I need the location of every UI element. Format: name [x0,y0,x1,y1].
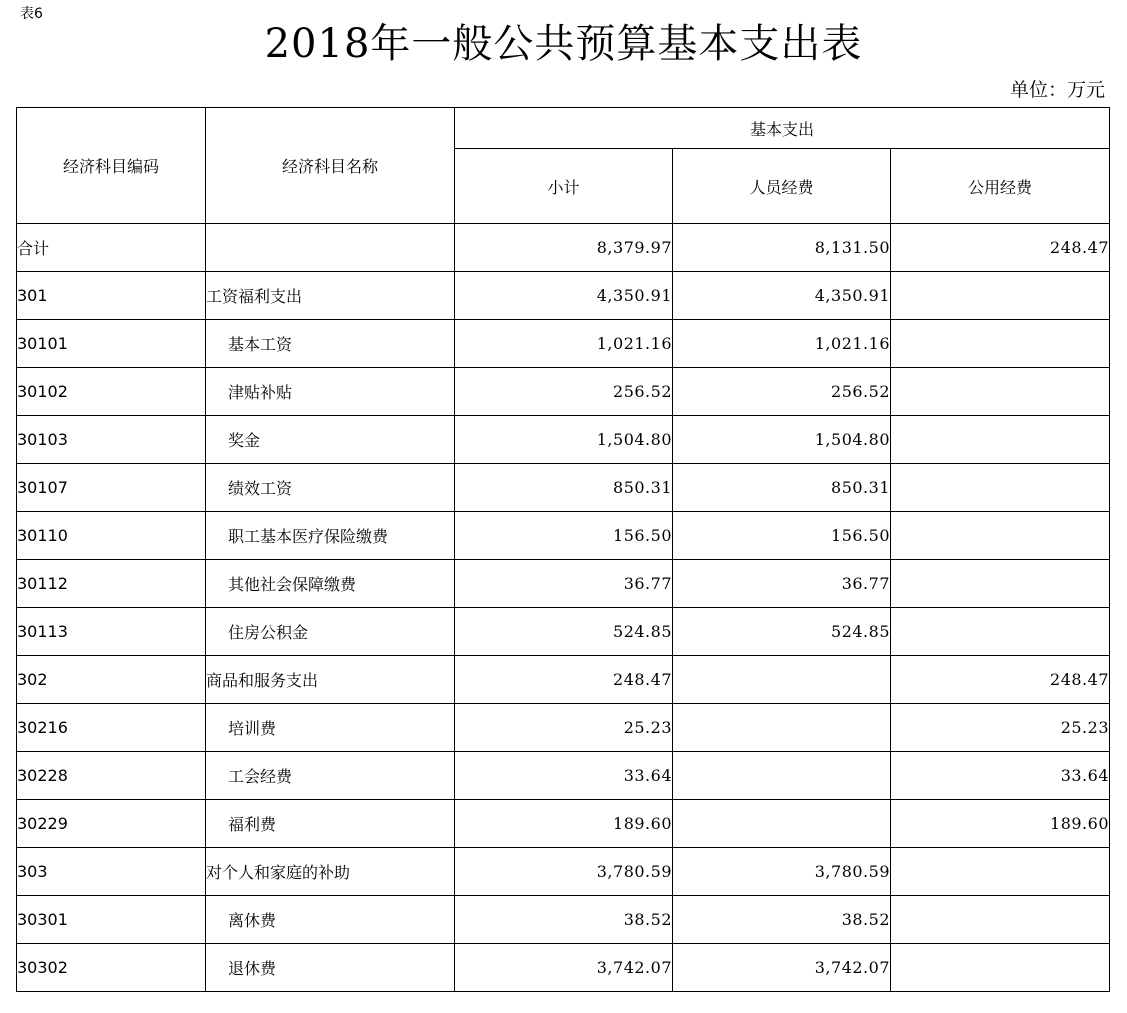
page-title: 2018年一般公共预算基本支出表 [264,21,863,67]
header-personnel: 人员经费 [673,149,891,224]
table-row [17,800,1110,848]
table-row [17,368,1110,416]
cell-public [891,848,1110,896]
cell-subtotal: 3,780.59 [455,848,673,896]
table-header [17,108,1110,224]
table-row [17,656,1110,704]
cell-personnel: 1,504.80 [673,416,891,464]
cell-public [891,272,1110,320]
table-row [17,848,1110,896]
cell-code: 30102 [17,368,206,416]
cell-personnel [673,752,891,800]
cell-code: 30112 [17,560,206,608]
cell-subtotal: 8,379.97 [455,224,673,272]
cell-name: 退休费 [206,944,455,992]
cell-public: 248.47 [891,224,1110,272]
cell-name: 培训费 [206,704,455,752]
cell-personnel: 8,131.50 [673,224,891,272]
cell-name: 基本工资 [206,320,455,368]
cell-name: 工资福利支出 [206,272,455,320]
cell-code: 合计 [17,224,206,272]
cell-public [891,896,1110,944]
cell-personnel: 3,780.59 [673,848,891,896]
table-row [17,464,1110,512]
cell-public [891,512,1110,560]
table-row [17,416,1110,464]
cell-name: 住房公积金 [206,608,455,656]
table-row [17,512,1110,560]
cell-code: 30110 [17,512,206,560]
cell-public [891,560,1110,608]
table-row [17,320,1110,368]
cell-subtotal: 156.50 [455,512,673,560]
table-row [17,752,1110,800]
cell-subtotal: 524.85 [455,608,673,656]
cell-name: 工会经费 [206,752,455,800]
cell-name: 绩效工资 [206,464,455,512]
cell-name: 离休费 [206,896,455,944]
cell-code: 30107 [17,464,206,512]
cell-personnel [673,704,891,752]
cell-subtotal: 33.64 [455,752,673,800]
table-label: 表6 [20,6,43,22]
cell-code: 30101 [17,320,206,368]
cell-code: 30113 [17,608,206,656]
header-basic-expenditure: 基本支出 [455,108,1110,149]
cell-code: 302 [17,656,206,704]
cell-public: 25.23 [891,704,1110,752]
cell-personnel [673,800,891,848]
table-row [17,944,1110,992]
cell-name [206,224,455,272]
cell-name: 职工基本医疗保险缴费 [206,512,455,560]
budget-table [16,107,1110,992]
cell-code: 30229 [17,800,206,848]
cell-subtotal: 38.52 [455,896,673,944]
cell-code: 30216 [17,704,206,752]
cell-personnel: 256.52 [673,368,891,416]
cell-personnel: 36.77 [673,560,891,608]
table-row [17,272,1110,320]
cell-personnel: 4,350.91 [673,272,891,320]
cell-personnel: 524.85 [673,608,891,656]
header-name: 经济科目名称 [206,108,455,224]
cell-subtotal: 256.52 [455,368,673,416]
table-row [17,896,1110,944]
cell-subtotal: 850.31 [455,464,673,512]
cell-code: 301 [17,272,206,320]
cell-public: 248.47 [891,656,1110,704]
cell-personnel: 850.31 [673,464,891,512]
cell-code: 30228 [17,752,206,800]
cell-code: 30302 [17,944,206,992]
cell-personnel: 1,021.16 [673,320,891,368]
cell-subtotal: 4,350.91 [455,272,673,320]
cell-subtotal: 189.60 [455,800,673,848]
cell-public [891,416,1110,464]
table-row [17,560,1110,608]
cell-personnel: 38.52 [673,896,891,944]
header-subtotal: 小计 [455,149,673,224]
cell-public: 33.64 [891,752,1110,800]
cell-public [891,368,1110,416]
table-row [17,608,1110,656]
cell-subtotal: 25.23 [455,704,673,752]
cell-personnel: 3,742.07 [673,944,891,992]
cell-code: 30301 [17,896,206,944]
cell-public [891,320,1110,368]
unit-label: 单位：万元 [1009,79,1105,101]
cell-name: 其他社会保障缴费 [206,560,455,608]
cell-subtotal: 1,504.80 [455,416,673,464]
cell-subtotal: 1,021.16 [455,320,673,368]
cell-subtotal: 3,742.07 [455,944,673,992]
header-public: 公用经费 [891,149,1110,224]
cell-code: 303 [17,848,206,896]
table-body [17,224,1110,992]
cell-public [891,608,1110,656]
cell-code: 30103 [17,416,206,464]
table-row [17,704,1110,752]
cell-name: 津贴补贴 [206,368,455,416]
cell-name: 奖金 [206,416,455,464]
cell-public [891,464,1110,512]
cell-name: 对个人和家庭的补助 [206,848,455,896]
cell-name: 福利费 [206,800,455,848]
cell-subtotal: 248.47 [455,656,673,704]
cell-name: 商品和服务支出 [206,656,455,704]
cell-personnel [673,656,891,704]
table-row [17,224,1110,272]
cell-public: 189.60 [891,800,1110,848]
cell-subtotal: 36.77 [455,560,673,608]
cell-public [891,944,1110,992]
header-code: 经济科目编码 [17,108,206,224]
cell-personnel: 156.50 [673,512,891,560]
